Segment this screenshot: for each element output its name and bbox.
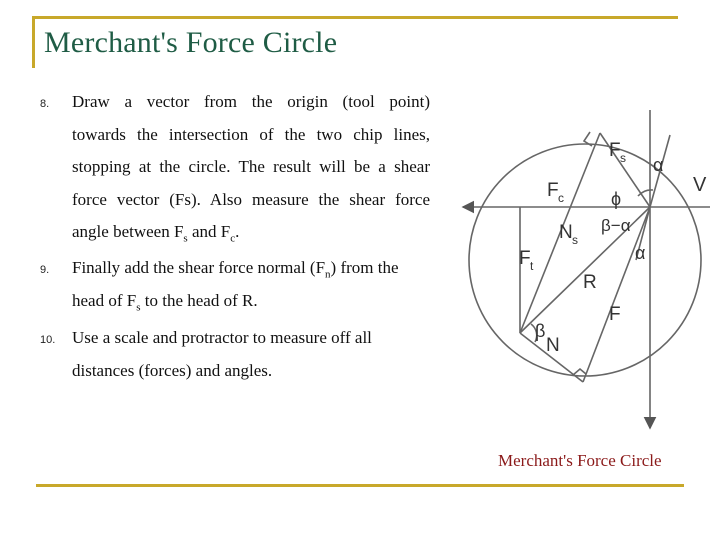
fs-label-sub: s: [620, 151, 626, 165]
item-text-line: Use a scale and protractor to measure off all: [72, 328, 372, 347]
alpha-top-label: α: [653, 155, 664, 175]
force-circle: [469, 144, 701, 376]
fs-label: F: [609, 140, 621, 161]
right-angle-mark: [573, 369, 586, 375]
r-label: R: [583, 272, 597, 293]
ft-label-sub: t: [530, 259, 534, 273]
fc-label-sub: c: [558, 191, 564, 205]
item-text-line: angle between $F_s$ and $F_c$.: [72, 222, 240, 245]
item-number: 9.: [40, 264, 50, 276]
beta-label: β: [535, 321, 546, 341]
item-text-line: Draw a vector from the origin (tool point): [72, 92, 430, 111]
left-border: [32, 16, 35, 68]
f-label: F: [609, 304, 621, 325]
alpha-mid-label: α: [635, 243, 646, 263]
beta-minus-alpha-label: β−α: [601, 216, 631, 235]
fc-label: F: [547, 180, 559, 201]
item-text-line: stopping at the circle. The result will be a shear: [72, 157, 430, 176]
bottom-border: [36, 484, 684, 487]
n-label: N: [546, 335, 560, 356]
top-border: [32, 16, 678, 19]
phi-label: ϕ: [611, 189, 622, 209]
diagram-caption: Merchant's Force Circle: [498, 451, 662, 470]
item-text-line: Finally add the shear force normal $(F_n)$ from the: [72, 258, 399, 281]
item-number: 10.: [40, 334, 56, 346]
ns-label-sub: s: [572, 233, 578, 247]
item-number: 8.: [40, 98, 50, 110]
item-text-line: distances (forces) and angles.: [72, 361, 273, 380]
ft-label: F: [519, 248, 531, 269]
ns-label: N: [559, 222, 573, 243]
slide-title: Merchant's Force Circle: [44, 26, 338, 59]
item-text-line: force vector (Fs). Also measure the shear force: [72, 190, 430, 209]
item-text-line: head of $F_s$ to the head of R.: [72, 291, 258, 314]
v-label: V: [693, 174, 707, 196]
fs-line: [600, 133, 650, 207]
force-circle-diagram: [455, 110, 720, 455]
item-text-line: towards the intersection of the two chip lines,: [72, 125, 430, 144]
